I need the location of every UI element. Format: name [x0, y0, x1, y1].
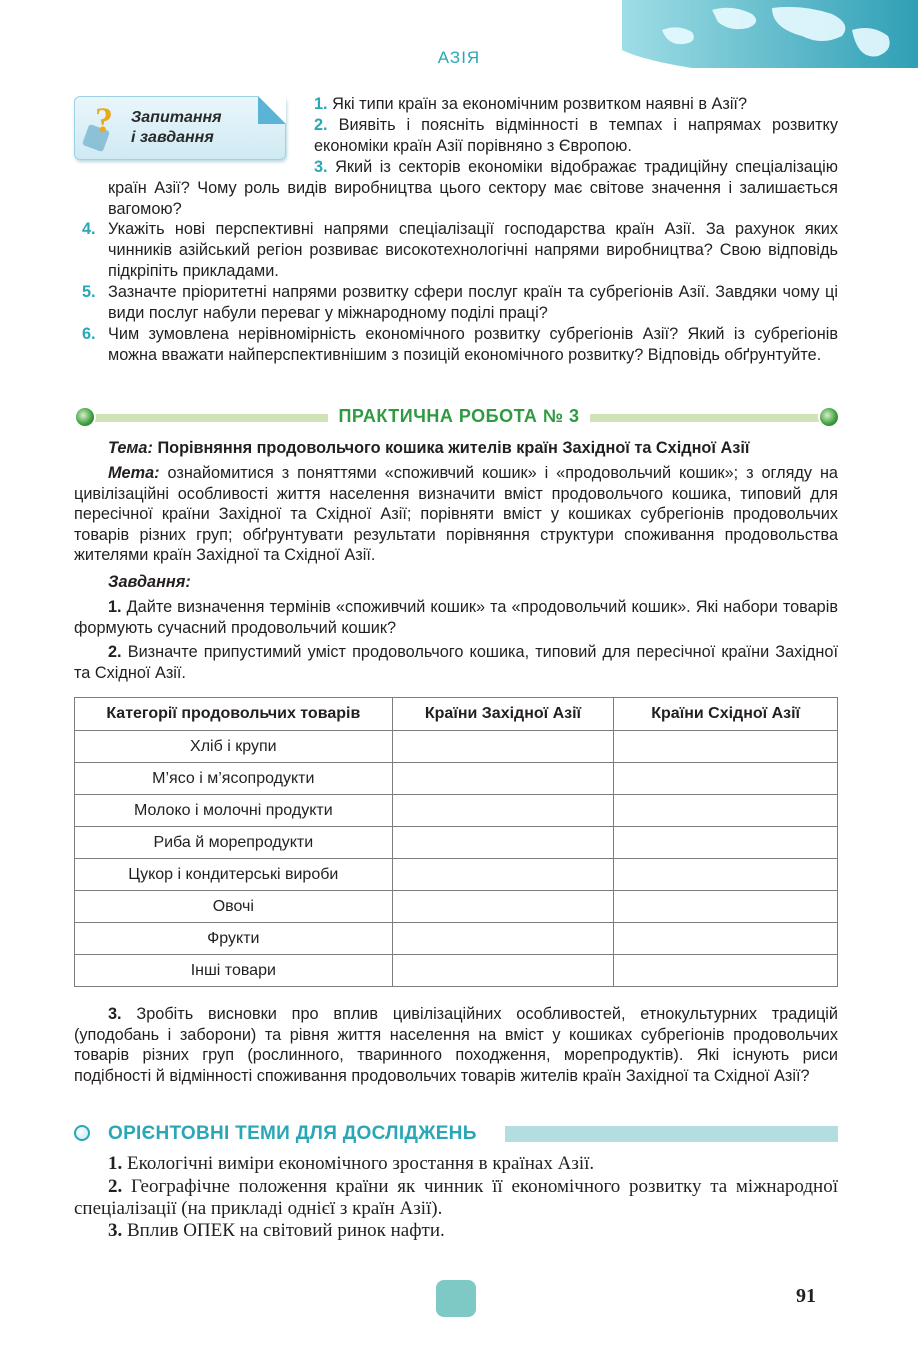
question-3: 3. Який із секторів економіки відображає традиційну спеціалізацію країн Азії? Чому роль видів виробництва цього сектору має світове значення і залишається вагомою?: [108, 158, 839, 218]
answer-cell: [392, 859, 614, 891]
table-row: [75, 763, 838, 795]
question-1: 1. Які типи країн за економічним розвитком наявні в Азії?: [314, 95, 748, 113]
practical-theme: Тема: Порівняння продовольчого кошика жителів країн Західної та Східної Азії: [108, 439, 750, 457]
question-mark-icon: ?: [95, 100, 113, 140]
page-number: 91: [796, 1285, 816, 1307]
section-title: АЗІЯ: [437, 48, 481, 67]
category-cell: Молоко і молочні продукти: [75, 795, 393, 827]
questions-and-tasks-badge: [74, 96, 286, 160]
practical-goal: Мета: ознайомитися з поняттями «споживчий кошик» і «продовольчий кошик»; з огляду на цивілізаційні особливості життя населення визначити вміст продовольчого кошика, типовий для пересічної країни Західної та Східної Азії; порівняти вміст у кошиках субрегіонів продовольчих товарів різних груп; обґрунтувати результати порівняння структури споживання продовольства жителями країн Західної та Східної Азії.: [74, 464, 838, 564]
research-topics-title: ОРІЄНТОВНІ ТЕМИ ДЛЯ ДОСЛІДЖЕНЬ: [108, 1123, 477, 1144]
answer-cell: [614, 763, 838, 795]
research-topic-2: 2. Географічне положення країни як чинник її економічного розвитку та міжнародної спеціалізації (на прикладі однієї з країн Азії).: [74, 1176, 838, 1219]
practical-work-title: ПРАКТИЧНА РОБОТА № 3: [0, 406, 918, 427]
answer-cell: [392, 923, 614, 955]
answer-cell: [614, 955, 838, 987]
category-cell: Риба й морепродукти: [75, 827, 393, 859]
column-header: Країни Західної Азії: [392, 698, 614, 731]
answer-cell: [392, 795, 614, 827]
research-heading-bar: [505, 1126, 838, 1142]
table-row: [75, 795, 838, 827]
question-4: 4. Укажіть нові перспективні напрями спеціалізації господарства країн Азії. За рахунок яких чинників азійський регіон розвиває високотехнологічні напрями виробництва? Свою відповідь підкріпіть прикладами.: [82, 220, 838, 280]
category-cell: Хліб і крупи: [75, 731, 393, 763]
bullet-circle-icon: [74, 1125, 90, 1141]
research-topic-1: 1. Екологічні виміри економічного зростання в країнах Азії.: [108, 1153, 595, 1174]
category-cell: М’ясо і м’ясопродукти: [75, 763, 393, 795]
table-header-row: [75, 698, 838, 731]
answer-cell: [392, 955, 614, 987]
task-3: 3. Зробіть висновки про вплив цивілізаційних особливостей, етнокультурних традицій (уподобань і заборони) та рівня життя населення на вміст у кошиках субрегіонів продовольчих товарів різних груп (рослинного, тваринного походження, морепродуктів). Які існують риси подібності й відмінності споживання продовольчих товарів жителів країн Західної та Східної Азії?: [74, 1005, 838, 1085]
answer-cell: [392, 827, 614, 859]
page-curl-icon: [258, 96, 286, 124]
answer-cell: [614, 891, 838, 923]
question-2: 2. Виявіть і поясніть відмінності в темпах і напрямах розвитку економіки країн Азії порівняно з Європою.: [314, 116, 838, 155]
task-1: 1. Дайте визначення термінів «споживчий кошик» та «продовольчий кошик». Які набори товарів формують сучасний продовольчий кошик?: [74, 598, 839, 637]
page-tab-marker: [436, 1280, 476, 1317]
questions-badge-label: Запитання і завдання: [131, 109, 222, 146]
table-row: [75, 891, 838, 923]
research-topic-3: 3. Вплив ОПЕК на світовий ринок нафти.: [108, 1220, 445, 1241]
answer-cell: [614, 731, 838, 763]
answer-cell: [614, 795, 838, 827]
answer-cell: [614, 923, 838, 955]
table-row: [75, 859, 838, 891]
tasks-heading: Завдання:: [108, 573, 191, 591]
table-row: [75, 955, 838, 987]
column-header: Країни Східної Азії: [614, 698, 838, 731]
question-5: 5. Зазначте пріоритетні напрями розвитку сфери послуг країн та субрегіонів Азії. Завдяки чому ці види послуг набули переваг у міжнародному поділі праці?: [82, 283, 838, 322]
category-cell: Овочі: [75, 891, 393, 923]
answer-cell: [392, 891, 614, 923]
table-row: [75, 827, 838, 859]
question-6: 6. Чим зумовлена нерівномірність економічного розвитку субрегіонів Азії? Який із субрегіонів можна вважати найперспективнішим з позицій економічного розвитку? Відповідь обґрунтуйте.: [82, 325, 838, 364]
category-cell: Фрукти: [75, 923, 393, 955]
category-cell: Інші товари: [75, 955, 393, 987]
table-row: [75, 731, 838, 763]
answer-cell: [392, 731, 614, 763]
column-header: Категорії продовольчих товарів: [75, 698, 393, 731]
task-2: 2. Визначте припустимий уміст продовольчого кошика, типовий для пересічної країни Західної та Східної Азії.: [74, 643, 839, 682]
answer-cell: [614, 859, 838, 891]
answer-cell: [614, 827, 838, 859]
category-cell: Цукор і кондитерські вироби: [75, 859, 393, 891]
food-basket-table: [74, 697, 838, 987]
table-row: [75, 923, 838, 955]
answer-cell: [392, 763, 614, 795]
